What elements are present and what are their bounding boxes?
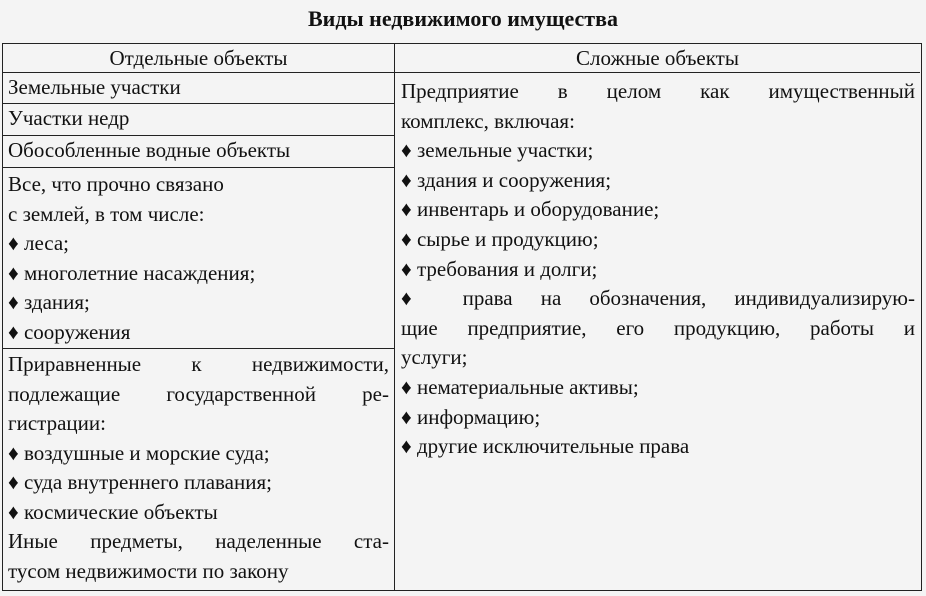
header-individual-objects: Отдельные объекты bbox=[3, 44, 395, 73]
list-item: ♦ сооружения bbox=[8, 319, 131, 344]
cell-line: Иные предметы, наделенные ста- bbox=[8, 529, 389, 553]
cell-subsoil-plots bbox=[3, 104, 394, 136]
list-item: ♦ нематериальные активы; bbox=[401, 374, 639, 399]
list-item: ♦ здания и сооружения; bbox=[401, 167, 612, 192]
individual-objects-column bbox=[3, 73, 395, 590]
cell-water-objects bbox=[3, 136, 394, 168]
cell-text: Земельные участки bbox=[8, 75, 181, 99]
list-item: ♦ другие исключительные права bbox=[401, 434, 690, 459]
cell-land-plots bbox=[3, 73, 394, 104]
cell-attached-to-land bbox=[3, 168, 394, 349]
list-item: ♦ земельные участки; bbox=[401, 138, 594, 163]
cell-line: щие предприятие, его продукцию, работы и bbox=[401, 315, 915, 340]
list-item: ♦ воздушные и морские суда; bbox=[8, 440, 270, 465]
list-item: ♦ сырье и продукцию; bbox=[401, 226, 599, 251]
list-item: ♦ многолетние насаждения; bbox=[8, 260, 256, 285]
cell-line: Приравненные к недвижимости, bbox=[8, 352, 389, 376]
list-item: ♦ требования и долги; bbox=[401, 256, 598, 281]
cell-line: гистрации: bbox=[8, 411, 106, 435]
cell-equated-objects bbox=[3, 349, 394, 590]
list-item: ♦ информацию; bbox=[401, 404, 541, 429]
cell-line: Все, что прочно связано bbox=[8, 172, 224, 196]
list-item: ♦ права на обозначения, индивидуализирую- bbox=[401, 286, 915, 311]
cell-text: Участки недр bbox=[8, 106, 130, 130]
list-item: ♦ инвентарь и оборудование; bbox=[401, 197, 660, 222]
header-complex-objects: Сложные объекты bbox=[395, 44, 920, 73]
complex-objects-column bbox=[395, 73, 921, 590]
real-estate-table bbox=[2, 43, 922, 591]
cell-line: подлежащие государственной ре- bbox=[8, 381, 389, 406]
list-item: ♦ здания; bbox=[8, 290, 90, 314]
cell-line: тусом недвижимости по закону bbox=[8, 558, 289, 583]
cell-line: комплекс, включая: bbox=[401, 108, 575, 133]
cell-text: Обособленные водные объекты bbox=[8, 138, 291, 162]
cell-line: услуги; bbox=[401, 345, 468, 370]
list-item: ♦ космические объекты bbox=[8, 499, 218, 524]
page-title: Виды недвижимого имущества bbox=[308, 6, 618, 31]
list-item: ♦ леса; bbox=[8, 231, 70, 255]
cell-line: Предприятие в целом как имущественный bbox=[401, 79, 915, 103]
list-item: ♦ суда внутреннего плавания; bbox=[8, 470, 272, 494]
cell-line: с землей, в том числе: bbox=[8, 201, 205, 226]
